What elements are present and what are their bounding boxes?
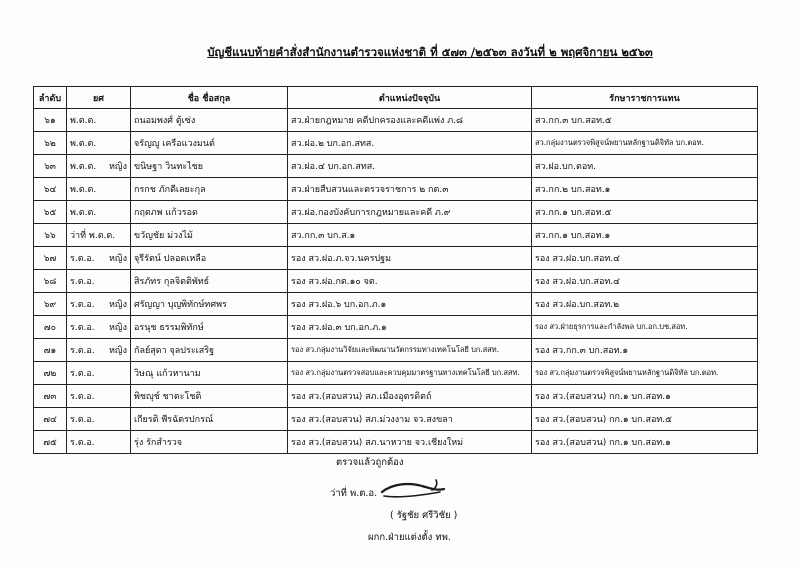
row-rank-cell <box>67 270 131 293</box>
row-acting: รอง สว.ฝอ.บก.สอท.๔ <box>532 247 758 270</box>
row-position: รอง สว.ฝอ.ภ.จว.นครปฐม <box>288 247 532 270</box>
row-rank-cell <box>67 155 131 178</box>
table-row <box>34 178 758 201</box>
row-number: ๗๔ <box>34 408 67 431</box>
row-name: จุรีรัตน์ ปลอดเหลือ <box>131 247 288 270</box>
row-position: รอง สว.(สอบสวน) สภ.เมืองอุตรดิตถ์ <box>288 385 532 408</box>
row-number: ๖๑ <box>34 109 67 132</box>
row-rank-cell <box>67 316 131 339</box>
handwritten-signature-icon <box>378 474 450 504</box>
row-rank: พ.ต.ต. <box>70 185 97 195</box>
row-rank: ร.ต.อ. <box>70 323 95 333</box>
table-row <box>34 385 758 408</box>
row-name: วิษณุ แก้วหานาม <box>131 362 288 385</box>
table-row <box>34 247 758 270</box>
row-rank-cell <box>67 109 131 132</box>
row-name: รุ่ง รักสำรวจ <box>131 431 288 454</box>
table-row <box>34 293 758 316</box>
certified-correct-text: ตรวจแล้วถูกต้อง <box>336 457 404 468</box>
row-acting: รอง สว.กก.๓ บก.สอท.๑ <box>532 339 758 362</box>
row-number: ๖๘ <box>34 270 67 293</box>
table-row <box>34 201 758 224</box>
row-rank: พ.ต.ต. <box>70 208 97 218</box>
row-rank: ร.ต.อ. <box>70 392 95 402</box>
row-position: สว.ฝอ.๔ บก.อก.สทส. <box>288 155 532 178</box>
signer-rank: ว่าที่ พ.ต.อ. <box>330 488 378 499</box>
row-acting: รอง สว.(สอบสวน) กก.๑ บก.สอท.๑ <box>532 385 758 408</box>
row-position: รอง สว.ฝอ.๖ บก.อก.ภ.๑ <box>288 293 532 316</box>
row-name: จรัญญู เครือแวงมนต์ <box>131 132 288 155</box>
row-rank-cell <box>67 178 131 201</box>
row-rank-cell <box>67 132 131 155</box>
row-rank-cell <box>67 408 131 431</box>
signer-role: ผกก.ฝ่ายแต่งตั้ง ทพ. <box>368 532 451 543</box>
row-position: รอง สว.ฝอ.กต.๑๐ จต. <box>288 270 532 293</box>
row-title: หญิง <box>109 300 127 310</box>
document-title: บัญชีแนบท้ายคำสั่งสำนักงานตำรวจแห่งชาติ ที่ ๕๗๓ /๒๕๖๓ ลงวันที่ ๒ พฤศจิกายน ๒๕๖๓ <box>207 45 653 59</box>
row-rank: พ.ต.ต. <box>70 139 97 149</box>
row-title: หญิง <box>109 323 127 333</box>
row-number: ๗๕ <box>34 431 67 454</box>
row-number: ๖๙ <box>34 293 67 316</box>
row-rank: ร.ต.อ. <box>70 254 95 264</box>
row-rank: ว่าที่ พ.ต.ต. <box>70 231 116 241</box>
row-position: สว.ฝ่ายกฎหมาย คดีปกครองและคดีแพ่ง ภ.๘ <box>288 109 532 132</box>
table-row <box>34 362 758 385</box>
table-header-row <box>34 87 758 109</box>
row-acting: สว.กก.๑ บก.สอท.๕ <box>532 201 758 224</box>
row-number: ๗๒ <box>34 362 67 385</box>
row-name: กัลย์สุดา จุลประเสริฐ <box>131 339 288 362</box>
row-number: ๖๒ <box>34 132 67 155</box>
table-row <box>34 408 758 431</box>
table-row <box>34 270 758 293</box>
header-acting: รักษาราชการแทน <box>532 87 758 109</box>
row-acting: รอง สว.กลุ่มงานตรวจพิสูจน์พยานหลักฐานดิจิทัล บก.ตอท. <box>532 362 758 385</box>
table-row <box>34 224 758 247</box>
row-acting: รอง สว.(สอบสวน) กก.๑ บก.สอท.๑ <box>532 431 758 454</box>
row-acting: สว.กก.๒ บก.สอท.๑ <box>532 178 758 201</box>
row-rank-cell <box>67 247 131 270</box>
row-name: สิรภัทร กุลจิตติพัทธ์ <box>131 270 288 293</box>
row-position: สว.กก.๓ บก.ส.๑ <box>288 224 532 247</box>
row-number: ๗๐ <box>34 316 67 339</box>
row-name: พิชญุช์ ชาตะโชติ <box>131 385 288 408</box>
row-rank-cell <box>67 293 131 316</box>
row-acting: สว.กก.๑ บก.สอท.๑ <box>532 224 758 247</box>
row-number: ๖๖ <box>34 224 67 247</box>
header-name: ชื่อ ชื่อสกุล <box>131 87 288 109</box>
row-name: เกียรติ พีรฉัตรปกรณ์ <box>131 408 288 431</box>
row-number: ๖๔ <box>34 178 67 201</box>
row-rank-cell <box>67 385 131 408</box>
row-acting: สว.กลุ่มงานตรวจพิสูจน์พยานหลักฐานดิจิทัล บก.ตอท. <box>532 132 758 155</box>
row-title: หญิง <box>109 162 127 172</box>
row-rank: พ.ต.ต. <box>70 162 97 172</box>
row-acting: รอง สว.(สอบสวน) กก.๑ บก.สอท.๕ <box>532 408 758 431</box>
row-title: หญิง <box>109 346 127 356</box>
header-position: ตำแหน่งปัจจุบัน <box>288 87 532 109</box>
row-acting: รอง สว.ฝอ.บก.สอท.๒ <box>532 293 758 316</box>
table-row <box>34 316 758 339</box>
row-position: รอง สว.กลุ่มงานวิจัยและพัฒนานวัตกรรมทางเทคโนโลยี บก.สสท. <box>288 339 532 362</box>
header-no: ลำดับ <box>34 87 67 109</box>
row-position: รอง สว.(สอบสวน) สภ.ม่วงงาม จว.สงขลา <box>288 408 532 431</box>
row-position: รอง สว.กลุ่มงานตรวจสอบและควบคุมมาตรฐานทางเทคโนโลยี บก.สสท. <box>288 362 532 385</box>
row-name: ขนิษฐา วินทะไชย <box>131 155 288 178</box>
row-rank-cell <box>67 201 131 224</box>
table-body <box>34 109 758 454</box>
row-number: ๖๗ <box>34 247 67 270</box>
row-title: หญิง <box>109 254 127 264</box>
row-acting: รอง สว.ฝอ.บก.สอท.๔ <box>532 270 758 293</box>
row-rank: ร.ต.อ. <box>70 415 95 425</box>
row-name: กรกช ภักดีเลยะกุล <box>131 178 288 201</box>
row-acting: รอง สว.ฝ่ายธุรการและกำลังพล บก.อก.บช.สอท. <box>532 316 758 339</box>
row-rank: ร.ต.อ. <box>70 300 95 310</box>
row-position: รอง สว.ฝอ.๓ บก.อก.ภ.๑ <box>288 316 532 339</box>
row-name: ขวัญชัย ม่วงไม้ <box>131 224 288 247</box>
row-rank-cell <box>67 224 131 247</box>
row-name: ถนอมพงศ์ ตู้เซ่ง <box>131 109 288 132</box>
appointment-table <box>33 86 758 454</box>
row-name: อรนุช ธรรมพิทักษ์ <box>131 316 288 339</box>
row-rank: ร.ต.อ. <box>70 438 95 448</box>
row-position: สว.ฝ่ายสืบสวนและตรวจราชการ ๒ กต.๓ <box>288 178 532 201</box>
signer-name: ( รัฐชัย ศรีวิชัย ) <box>390 510 458 521</box>
row-name: กฤตภพ แก้วรอด <box>131 201 288 224</box>
table-row <box>34 339 758 362</box>
table-row <box>34 132 758 155</box>
row-rank: ร.ต.อ. <box>70 369 95 379</box>
row-number: ๖๕ <box>34 201 67 224</box>
row-number: ๗๓ <box>34 385 67 408</box>
row-rank: พ.ต.ต. <box>70 116 97 126</box>
row-name: ศรัญญา บุญพิทักษ์ทศพร <box>131 293 288 316</box>
row-rank: ร.ต.อ. <box>70 277 95 287</box>
table-row <box>34 431 758 454</box>
row-number: ๖๓ <box>34 155 67 178</box>
row-number: ๗๑ <box>34 339 67 362</box>
row-rank: ร.ต.อ. <box>70 346 95 356</box>
row-acting: สว.กก.๓ บก.สอท.๕ <box>532 109 758 132</box>
row-rank-cell <box>67 431 131 454</box>
header-rank: ยศ <box>67 87 131 109</box>
row-position: รอง สว.(สอบสวน) สภ.นาหวาย จว.เชียงใหม่ <box>288 431 532 454</box>
row-acting: สว.ฝอ.บก.ตอท. <box>532 155 758 178</box>
table-row <box>34 155 758 178</box>
row-rank-cell <box>67 339 131 362</box>
row-position: สว.ฝอ.กองบังคับการกฎหมายและคดี ภ.๙ <box>288 201 532 224</box>
row-rank-cell <box>67 362 131 385</box>
table-row <box>34 109 758 132</box>
row-position: สว.ฝอ.๒ บก.อก.สทส. <box>288 132 532 155</box>
